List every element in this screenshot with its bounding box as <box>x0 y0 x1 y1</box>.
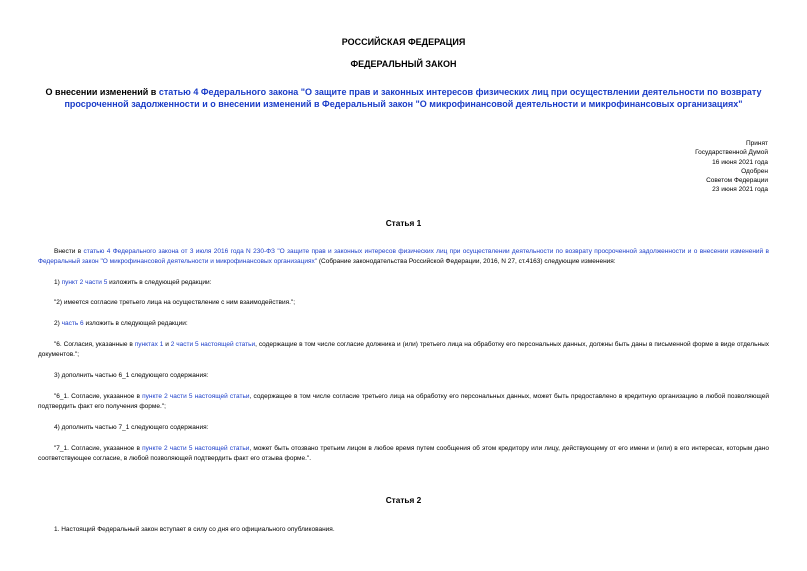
item-2-text-link-2[interactable]: 2 части 5 настоящей статьи <box>170 341 256 348</box>
item-1-link[interactable]: пункт 2 части 5 <box>61 279 108 286</box>
item-text: , содержащие в том числе согласие должника и (или) третьего лица на обработку его персональных данных, должны быть даны в письменной форме в виде отдельных документов."; <box>38 341 769 358</box>
adoption-line: Одобрен <box>741 167 768 175</box>
item-text: и <box>163 341 171 348</box>
adoption-line: Принят <box>745 140 768 147</box>
title-prefix: О внесении изменений в <box>45 87 159 97</box>
item-2-link[interactable]: часть 6 <box>61 320 84 327</box>
article-2-text: 1. Настоящий Федеральный закон вступает в силу со дня его официального опубликования. <box>54 526 335 533</box>
item-text: изложить в следующей редакции: <box>83 320 188 327</box>
item-text: , может быть отозвано третьим лицом в любое время путем сообщения об этом кредитору или лицу, действующему от его имени и (или) в его интересах, которым дано соответствующее согласие, в любой позволяющей подтвердить факт его отзыва форме.". <box>38 445 769 462</box>
item-4-text <box>38 444 769 463</box>
intro-link[interactable]: статью 4 Федерального закона от 3 июля 2016 года N 230-ФЗ "О защите прав и законных интересов физических лиц при осуществлении деятельности по возврату просроченной задолженности и о внесении изменений в Федеральный закон "О микрофинансовой деятельности и микрофинансовых организациях" <box>38 248 769 265</box>
item-text: "6_1. Согласие, указанное в <box>54 393 143 400</box>
item-text: , содержащее в том числе согласие третьего лица на обработку его персональных данных, может быть предоставлено в кредитную организацию в любой позволяющей подтвердить факт его получения форме."; <box>38 393 769 410</box>
item-text: 1) <box>54 279 62 286</box>
article-1-heading: Статья 1 <box>385 218 422 228</box>
item-1-text: "2) имеется согласие третьего лица на осуществление с ним взаимодействия."; <box>54 299 296 306</box>
adoption-block <box>568 139 768 195</box>
item-1 <box>38 278 769 288</box>
item-3-text-link[interactable]: пункте 2 части 5 настоящей статьи <box>142 393 250 400</box>
adoption-line: 23 июня 2021 года <box>712 186 768 194</box>
item-4-text-link[interactable]: пункте 2 части 5 настоящей статьи <box>142 445 250 452</box>
item-2-text <box>38 340 769 359</box>
article-1-intro <box>38 247 769 266</box>
item-text: "6. Согласия, указанные в <box>54 341 135 348</box>
item-2-text-link-1[interactable]: пунктах 1 <box>134 341 164 348</box>
item-text: изложить в следующей редакции: <box>107 279 212 286</box>
item-text: "7_1. Согласие, указанное в <box>54 445 143 452</box>
title-link[interactable]: статью 4 Федерального закона "О защите прав и законных интересов физических лиц при осуществлении деятельности по возврату просроченной задолженности и о внесении изменений в Федеральный закон "О микрофинансовой деятельности и микрофинансовых организациях" <box>64 87 762 109</box>
intro-text: Внести в <box>54 248 84 255</box>
item-2 <box>38 319 769 329</box>
adoption-line: 16 июня 2021 года <box>712 158 768 166</box>
item-4: 4) дополнить частью 7_1 следующего содержания: <box>54 424 209 431</box>
adoption-line: Государственной Думой <box>695 149 768 157</box>
country-heading: РОССИЙСКАЯ ФЕДЕРАЦИЯ <box>341 37 466 47</box>
adoption-line: Советом Федерации <box>706 177 768 185</box>
item-3-text <box>38 392 769 411</box>
item-3: 3) дополнить частью 6_1 следующего содержания: <box>54 372 209 379</box>
doc-type-heading: ФЕДЕРАЛЬНЫЙ ЗАКОН <box>350 59 457 69</box>
item-text: 2) <box>54 320 62 327</box>
article-2-heading: Статья 2 <box>385 495 422 505</box>
intro-text-end: (Собрание законодательства Российской Федерации, 2016, N 27, ст.4163) следующие изменения: <box>317 257 616 265</box>
law-title <box>40 87 767 110</box>
